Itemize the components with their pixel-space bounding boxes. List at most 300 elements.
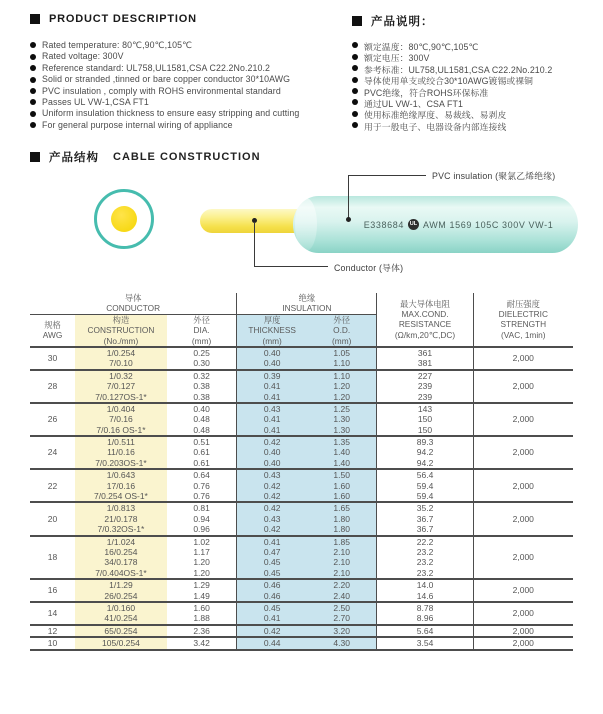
- dielectric-cell-value: 2,000: [512, 552, 534, 563]
- bullet-text: Solid or stranded ,tinned or bare copper conductor 30*10AWG: [42, 74, 291, 85]
- spec-table-body: [30, 347, 573, 650]
- od-cell-value: 2.70: [333, 613, 350, 624]
- construction-cell-value: 7/0.127: [106, 381, 136, 392]
- construction-cell: [75, 502, 167, 535]
- od-cell: [307, 625, 377, 637]
- od-cell-value: 1.50: [333, 470, 350, 481]
- construction-header-unit: (No./mm): [103, 335, 139, 346]
- bullet-item: [352, 51, 552, 62]
- resistance-cell-value: 94.2: [416, 457, 434, 468]
- thickness-cell-value: 0.43: [263, 403, 281, 414]
- dia-cell-value: 1.20: [193, 567, 210, 578]
- thickness-cell-value: 0.42: [263, 503, 281, 514]
- thickness-column-header: [237, 314, 307, 347]
- dia-cell-value: 0.81: [193, 503, 210, 514]
- bullet-item: [30, 51, 299, 62]
- od-header-unit: (mm): [332, 335, 352, 346]
- bullet-text: 使用标准绝缘厚度、易裁线、易剥皮: [364, 110, 507, 121]
- od-cell-value: 3.20: [333, 625, 350, 636]
- dielectric-cell-value: 2,000: [512, 638, 534, 649]
- construction-cell: [75, 579, 167, 602]
- dia-cell-value: 0.61: [193, 457, 210, 468]
- bullet-text: For general purpose internal wiring of appliance: [42, 119, 233, 130]
- dia-cell: [167, 579, 237, 602]
- construction-column-header: [75, 314, 167, 347]
- resistance-cell-value: 381: [417, 358, 433, 369]
- bullet-dot-icon: [30, 88, 36, 94]
- od-cell-value: 1.80: [333, 524, 350, 535]
- awg-cell-value: 16: [47, 585, 58, 596]
- dia-cell: [167, 602, 237, 625]
- awg-column-header: [30, 314, 75, 347]
- conductor-group-header: [30, 293, 237, 314]
- resistance-cell: [377, 502, 473, 535]
- conductor-group-zh: 导体: [124, 293, 142, 303]
- dia-cell-value: 0.32: [193, 370, 210, 381]
- thickness-cell-value: 0.41: [263, 424, 281, 435]
- thickness-cell-value: 0.43: [263, 470, 281, 481]
- thickness-cell-value: 0.42: [263, 480, 281, 491]
- construction-cell-value: 7/0.127OS-1*: [95, 391, 147, 402]
- table-row: [30, 536, 573, 580]
- resistance-cell-value: 3.54: [416, 638, 434, 649]
- product-description-zh-header: [352, 13, 434, 29]
- dia-cell-value: 3.42: [193, 638, 210, 649]
- construction-cell-value: 7/0.16: [109, 414, 133, 425]
- construction-cell: [75, 347, 167, 370]
- dielectric-cell: [473, 469, 573, 502]
- resistance-cell: [377, 436, 473, 469]
- dia-header-zh: 外径: [193, 314, 210, 325]
- od-cell-value: 1.35: [333, 437, 350, 448]
- thickness-cell-value: 0.47: [263, 546, 281, 557]
- resistance-column-header: [377, 293, 473, 347]
- od-cell-value: 4.30: [333, 638, 350, 649]
- dielectric-header-en: DIELECTRIC: [498, 309, 548, 320]
- resistance-cell: [377, 637, 473, 649]
- table-group-header-row: [30, 293, 573, 314]
- pvc-leader-dot: [346, 217, 351, 222]
- thickness-cell-value: 0.39: [263, 370, 281, 381]
- bullet-item: [352, 63, 552, 74]
- od-cell: [307, 347, 377, 370]
- dielectric-cell: [473, 536, 573, 580]
- dia-cell-value: 0.48: [193, 424, 210, 435]
- awg-cell-value: 10: [47, 638, 58, 649]
- bullet-dot-icon: [352, 77, 358, 83]
- od-cell: [307, 436, 377, 469]
- dia-cell-value: 1.02: [193, 536, 210, 547]
- resistance-cell-value: 89.3: [416, 437, 434, 448]
- construction-cell-value: 65/0.254: [104, 625, 138, 636]
- conductor-group-en: CONDUCTOR: [106, 303, 161, 314]
- od-cell-value: 2.10: [333, 557, 350, 568]
- dia-cell-value: 1.17: [193, 546, 210, 557]
- awg-header-zh: 规格: [44, 319, 61, 330]
- thickness-cell: [237, 637, 307, 649]
- dia-column-header: [167, 314, 237, 347]
- cable-construction-title-en: CABLE CONSTRUCTION: [113, 151, 261, 163]
- resistance-cell-value: 150: [417, 414, 433, 425]
- bullet-text: Reference standard: UL758,UL1581,CSA C22.2No.210.2: [42, 62, 271, 73]
- table-row: [30, 469, 573, 502]
- bullet-text: 导体使用单支或绞合30*10AWG镀锡或裸铜: [364, 76, 534, 87]
- construction-header-en: CONSTRUCTION: [87, 325, 155, 336]
- awg-cell: [30, 370, 75, 403]
- bullet-item: [352, 86, 552, 97]
- construction-cell-value: 34/0.178: [104, 557, 138, 568]
- construction-cell-value: 1/0.160: [106, 602, 136, 613]
- cable-cert-number: E338684: [363, 219, 404, 230]
- resistance-cell: [377, 370, 473, 403]
- thickness-cell: [237, 469, 307, 502]
- dia-cell: [167, 347, 237, 370]
- resistance-header-unit: (Ω/km,20℃,DC): [394, 329, 456, 340]
- construction-cell: [75, 637, 167, 649]
- resistance-cell: [377, 579, 473, 602]
- dia-cell-value: 0.76: [193, 491, 210, 502]
- resistance-cell-value: 94.2: [416, 447, 434, 458]
- resistance-cell-value: 227: [417, 370, 433, 381]
- table-row: [30, 403, 573, 436]
- awg-cell-value: 30: [47, 353, 58, 364]
- awg-cell-value: 18: [47, 552, 58, 563]
- bullet-item: [30, 86, 299, 97]
- bullet-dot-icon: [30, 54, 36, 60]
- bullet-text: Rated voltage: 300V: [42, 51, 124, 62]
- thickness-cell: [237, 579, 307, 602]
- dielectric-cell: [473, 625, 573, 637]
- bullet-dot-icon: [352, 99, 358, 105]
- dielectric-cell: [473, 403, 573, 436]
- pvc-insulation-label: PVC insulation (聚氯乙烯绝缘): [432, 171, 556, 181]
- resistance-header-en2: RESISTANCE: [398, 319, 452, 330]
- od-cell-value: 2.10: [333, 546, 350, 557]
- bullet-dot-icon: [352, 122, 358, 128]
- thickness-cell-value: 0.42: [263, 625, 281, 636]
- bullet-item: [30, 120, 299, 131]
- od-cell: [307, 536, 377, 580]
- bullet-dot-icon: [352, 111, 358, 117]
- awg-cell: [30, 436, 75, 469]
- od-cell: [307, 637, 377, 649]
- od-cell-value: 1.40: [333, 457, 350, 468]
- construction-cell: [75, 536, 167, 580]
- resistance-cell-value: 56.4: [416, 470, 434, 481]
- dia-cell-value: 0.76: [193, 480, 210, 491]
- table-row: [30, 436, 573, 469]
- spec-table: [30, 293, 573, 651]
- product-description-zh-title: 产品说明：: [371, 16, 434, 28]
- awg-cell: [30, 469, 75, 502]
- dia-cell: [167, 403, 237, 436]
- table-row: [30, 347, 573, 370]
- bullet-text: 通过UL VW-1、CSA FT1: [364, 98, 463, 109]
- od-cell-value: 1.65: [333, 503, 350, 514]
- bullet-dot-icon: [30, 111, 36, 117]
- resistance-cell-value: 36.7: [416, 513, 434, 524]
- od-cell-value: 2.50: [333, 602, 350, 613]
- resistance-cell-value: 5.64: [416, 625, 434, 636]
- dielectric-cell-value: 2,000: [512, 480, 534, 491]
- od-cell-value: 2.20: [333, 580, 350, 591]
- od-cell-value: 1.60: [333, 491, 350, 502]
- thickness-cell: [237, 502, 307, 535]
- thickness-cell: [237, 347, 307, 370]
- cable-cross-section-conductor: [111, 206, 137, 232]
- bullet-text: PVC绝缘，符合ROHS环保标准: [364, 87, 489, 98]
- resistance-header-zh: 最大导体电阻: [400, 298, 450, 309]
- dielectric-cell: [473, 502, 573, 535]
- table-row: [30, 625, 573, 637]
- resistance-cell: [377, 347, 473, 370]
- bullet-item: [352, 74, 552, 85]
- construction-cell-value: 1/0.511: [107, 437, 135, 448]
- resistance-cell-value: 35.2: [416, 503, 434, 514]
- bullet-item: [30, 40, 299, 51]
- awg-cell: [30, 502, 75, 535]
- insulation-group-header: [237, 293, 377, 314]
- thickness-header-zh: 厚度: [263, 314, 281, 325]
- dia-cell-value: 1.88: [193, 613, 210, 624]
- construction-cell-value: 1/0.643: [106, 470, 136, 481]
- dielectric-cell-value: 2,000: [512, 381, 534, 392]
- dielectric-cell: [473, 370, 573, 403]
- thickness-cell-value: 0.45: [263, 567, 281, 578]
- construction-cell-value: 105/0.254: [102, 638, 140, 649]
- dielectric-cell: [473, 637, 573, 649]
- thickness-cell-value: 0.42: [263, 524, 281, 535]
- resistance-cell-value: 23.2: [416, 546, 434, 557]
- od-cell: [307, 370, 377, 403]
- construction-cell-value: 1/0.254: [106, 347, 136, 358]
- od-cell: [307, 403, 377, 436]
- thickness-cell-value: 0.42: [263, 437, 281, 448]
- awg-cell: [30, 637, 75, 649]
- thickness-cell: [237, 403, 307, 436]
- awg-cell-value: 22: [47, 480, 58, 491]
- construction-cell: [75, 436, 167, 469]
- bullet-text: 用于一般电子、电器设备内部连接线: [364, 121, 507, 132]
- thickness-cell-value: 0.45: [263, 602, 281, 613]
- thickness-cell: [237, 370, 307, 403]
- bullet-text: 额定电压：300V: [364, 53, 430, 64]
- bullet-text: 参考标准：UL758,UL1581,CSA C22.2No.210.2: [364, 64, 553, 75]
- od-cell: [307, 469, 377, 502]
- resistance-cell-value: 36.7: [416, 524, 434, 535]
- resistance-cell-value: 239: [417, 381, 433, 392]
- dia-cell: [167, 469, 237, 502]
- cable-print-text: [293, 196, 578, 253]
- bullet-item: [30, 108, 299, 119]
- bullet-dot-icon: [30, 42, 36, 48]
- dielectric-cell: [473, 436, 573, 469]
- dia-cell: [167, 536, 237, 580]
- product-description-title: PRODUCT DESCRIPTION: [49, 13, 197, 25]
- dielectric-header-en2: STRENGTH: [500, 319, 547, 330]
- thickness-cell-value: 0.44: [263, 638, 281, 649]
- bullet-item: [352, 40, 552, 51]
- od-cell-value: 2.10: [333, 567, 350, 578]
- conductor-leader-line-horizontal: [254, 266, 328, 267]
- awg-cell: [30, 347, 75, 370]
- dia-cell-value: 2.36: [193, 625, 210, 636]
- dia-header-unit: (mm): [191, 335, 212, 346]
- dia-cell-value: 0.64: [193, 470, 210, 481]
- bullet-dot-icon: [352, 88, 358, 94]
- resistance-cell-value: 361: [417, 347, 433, 358]
- bullet-text: 额定温度：80℃,90℃,105℃: [364, 42, 479, 52]
- awg-cell-value: 28: [47, 381, 58, 392]
- dia-cell-value: 1.60: [193, 602, 210, 613]
- ul-logo-icon: UL: [408, 219, 419, 230]
- dia-cell: [167, 370, 237, 403]
- dia-cell: [167, 436, 237, 469]
- dielectric-header-zh: 耐压强度: [506, 298, 540, 309]
- thickness-cell-value: 0.41: [263, 381, 281, 392]
- bullet-item: [352, 120, 552, 131]
- od-cell-value: 1.20: [333, 391, 350, 402]
- dia-cell-value: 0.96: [193, 524, 210, 535]
- thickness-cell: [237, 536, 307, 580]
- od-column-header: [307, 314, 377, 347]
- resistance-cell-value: 150: [417, 424, 433, 435]
- construction-cell-value: 1/0.404: [106, 403, 136, 414]
- thickness-cell-value: 0.40: [263, 457, 281, 468]
- construction-cell-value: 41/0.254: [104, 613, 138, 624]
- bullet-text: PVC insulation , comply with ROHS environmental standard: [42, 85, 281, 96]
- awg-cell-value: 24: [47, 447, 58, 458]
- construction-cell-value: 1/0.813: [106, 503, 136, 514]
- od-cell: [307, 502, 377, 535]
- dielectric-cell-value: 2,000: [512, 585, 534, 596]
- resistance-cell-value: 239: [417, 391, 433, 402]
- resistance-cell-value: 22.2: [416, 536, 434, 547]
- construction-cell-value: 17/0.16: [106, 480, 136, 491]
- bullet-item: [352, 108, 552, 119]
- dielectric-cell-value: 2,000: [512, 625, 534, 636]
- od-cell-value: 1.05: [333, 347, 350, 358]
- od-cell: [307, 602, 377, 625]
- resistance-cell: [377, 403, 473, 436]
- bullet-dot-icon: [30, 77, 36, 83]
- dia-cell-value: 0.38: [193, 391, 210, 402]
- bullet-item: [30, 74, 299, 85]
- awg-cell-value: 26: [47, 414, 58, 425]
- dielectric-cell-value: 2,000: [512, 447, 534, 458]
- thickness-cell-value: 0.40: [263, 358, 281, 369]
- resistance-cell-value: 14.0: [416, 580, 434, 591]
- thickness-cell-value: 0.46: [263, 590, 281, 601]
- cable-construction-diagram: [0, 158, 603, 290]
- dia-cell: [167, 625, 237, 637]
- section-square-icon: [352, 16, 362, 26]
- bullet-dot-icon: [352, 42, 358, 48]
- construction-cell-value: 16/0.254: [104, 546, 138, 557]
- bullet-text: Rated temperature: 80℃,90℃,105℃: [42, 40, 193, 50]
- od-cell-value: 1.30: [333, 424, 350, 435]
- dielectric-cell: [473, 347, 573, 370]
- bullet-text: Passes UL VW-1,CSA FT1: [42, 96, 149, 107]
- dielectric-column-header: [473, 293, 573, 347]
- pvc-leader-line-horizontal: [348, 175, 426, 176]
- construction-cell-value: 1/0.32: [109, 370, 133, 381]
- dielectric-cell-value: 2,000: [512, 608, 534, 619]
- bullet-dot-icon: [30, 65, 36, 71]
- od-header-en: O.D.: [333, 325, 351, 336]
- thickness-cell-value: 0.40: [263, 447, 281, 458]
- dielectric-cell-value: 2,000: [512, 414, 534, 425]
- thickness-cell-value: 0.40: [263, 347, 281, 358]
- construction-cell: [75, 469, 167, 502]
- thickness-cell: [237, 602, 307, 625]
- awg-cell-value: 20: [47, 513, 58, 524]
- pvc-leader-line-vertical: [348, 175, 349, 219]
- table-row: [30, 579, 573, 602]
- thickness-header-unit: (mm): [262, 335, 282, 346]
- od-cell-value: 1.40: [333, 447, 350, 458]
- construction-cell: [75, 403, 167, 436]
- thickness-cell-value: 0.46: [263, 580, 281, 591]
- construction-cell-value: 7/0.254 OS-1*: [94, 491, 148, 502]
- conductor-label: Conductor (导体): [334, 263, 404, 273]
- bullet-dot-icon: [30, 122, 36, 128]
- insulation-group-zh: 绝缘: [298, 293, 316, 303]
- thickness-cell-value: 0.41: [263, 536, 281, 547]
- chinese-bullet-list: [352, 40, 552, 131]
- bullet-item: [30, 97, 299, 108]
- resistance-cell: [377, 625, 473, 637]
- od-cell: [307, 579, 377, 602]
- dia-cell-value: 0.48: [193, 414, 210, 425]
- english-bullet-list: [30, 40, 299, 131]
- awg-header-en: AWG: [42, 330, 63, 341]
- bullet-item: [30, 63, 299, 74]
- bullet-text: Uniform insulation thickness to ensure easy stripping and cutting: [42, 108, 300, 119]
- construction-cell-value: 7/0.404OS-1*: [95, 567, 147, 578]
- od-cell-value: 2.40: [333, 590, 350, 601]
- cable-spec-line: AWM 1569 105C 300V VW-1: [422, 219, 554, 230]
- dia-cell-value: 0.94: [193, 513, 210, 524]
- resistance-cell-value: 23.2: [416, 557, 434, 568]
- dielectric-cell: [473, 579, 573, 602]
- dia-cell-value: 0.25: [193, 347, 210, 358]
- dia-cell-value: 0.38: [193, 381, 210, 392]
- thickness-cell-value: 0.43: [263, 513, 281, 524]
- od-header-zh: 外径: [333, 314, 350, 325]
- construction-header-zh: 构造: [112, 314, 130, 325]
- resistance-cell-value: 8.78: [416, 602, 434, 613]
- dielectric-cell-value: 2,000: [512, 353, 534, 364]
- dielectric-cell: [473, 602, 573, 625]
- resistance-cell-value: 23.2: [416, 567, 434, 578]
- resistance-cell-value: 143: [417, 403, 433, 414]
- dia-cell-value: 0.30: [193, 358, 210, 369]
- resistance-cell-value: 59.4: [416, 480, 434, 491]
- resistance-cell: [377, 602, 473, 625]
- od-cell-value: 1.30: [333, 414, 350, 425]
- construction-cell-value: 1/1.024: [106, 536, 136, 547]
- dia-cell-value: 1.29: [193, 580, 210, 591]
- cable-construction-title-zh: 产品结构: [49, 152, 99, 164]
- bullet-dot-icon: [352, 54, 358, 60]
- awg-cell: [30, 602, 75, 625]
- construction-cell-value: 1/1.29: [109, 580, 133, 591]
- table-row: [30, 602, 573, 625]
- od-cell-value: 1.25: [333, 403, 350, 414]
- dia-cell-value: 0.51: [193, 437, 210, 448]
- dia-header-en: DIA.: [193, 325, 210, 336]
